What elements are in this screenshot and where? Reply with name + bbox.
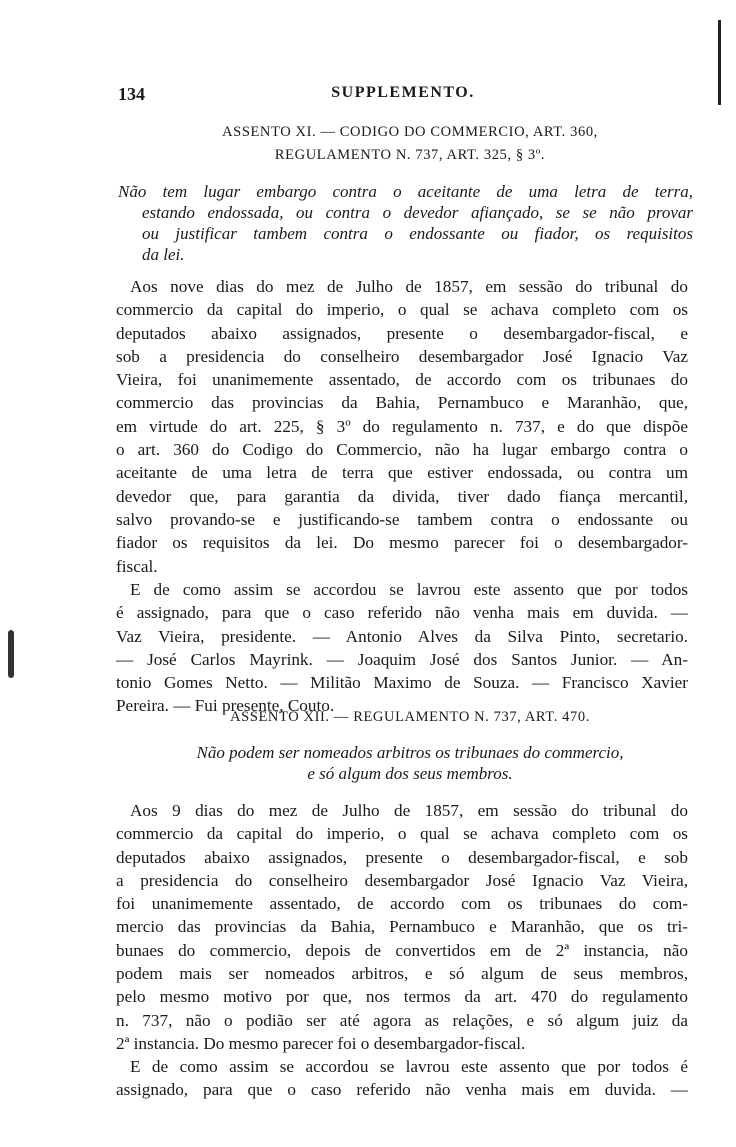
text-line: o art. 360 do Codigo do Commercio, não ha lugar embargo contra o (116, 440, 688, 460)
heading-line: ASSENTO XII. — REGULAMENTO N. 737, ART. 470. (230, 709, 590, 725)
text-line: em virtude do art. 225, § 3º do regulamento n. 737, e do que dispõe (116, 416, 688, 436)
scan-smudge (8, 630, 14, 678)
text-line: Vieira, foi unanimemente assentado, de accordo com os tribunaes do (116, 370, 688, 390)
text-line: n. 737, não o podião ser até agora as relações, e só algum juiz da (116, 1010, 688, 1030)
text-line: fiador os requisitos da lei. Do mesmo parecer foi o desembargador- (116, 533, 688, 553)
heading-line: REGULAMENTO N. 737, ART. 325, § 3º. (274, 147, 546, 163)
text-line: 2ª instancia. Do mesmo parecer foi o desembargador-fiscal. (116, 1033, 526, 1053)
text-line: foi unanimemente assentado, de accordo com os tribunaes do com- (116, 894, 688, 914)
text-line: bunaes do commercio, depois de convertidos em de 2ª instancia, não (116, 940, 688, 960)
text-line: — José Carlos Mayrink. — Joaquim José dos Santos Junior. — An- (116, 649, 688, 669)
assento-xi-paragraph-1 (116, 275, 688, 578)
heading-line: ASSENTO XI. — CODIGO DO COMMERCIO, ART. 360, (222, 124, 598, 140)
text-line: commercio da capital do imperio, o qual se achava completo com os (116, 300, 688, 320)
text-line: assignado, para que o caso referido não venha mais em duvida. — (116, 1080, 688, 1100)
text-line: Aos 9 dias do mez de Julho de 1857, em sessão do tribunal do (130, 801, 688, 820)
text-line: Vaz Vieira, presidente. — Antonio Alves da Silva Pinto, secretario. (116, 626, 688, 646)
assento-xi-paragraph-2 (116, 578, 688, 718)
assento-xii-paragraph-2 (116, 1055, 688, 1102)
text-line: tonio Gomes Netto. — Militão Maximo de Souza. — Francisco Xavier (116, 673, 688, 693)
summary-line: da lei. (142, 245, 185, 264)
text-line: sob a presidencia do conselheiro desembargador José Ignacio Vaz (116, 346, 688, 366)
scan-edge-mark (718, 20, 721, 105)
text-line: fiscal. (116, 556, 158, 576)
running-head: SUPPLEMENTO. (331, 84, 475, 101)
text-line: mercio das provincias da Bahia, Pernambuco e Maranhão, que os tri- (116, 917, 688, 937)
text-line: devedor que, para garantia da divida, tiver dado fiança mercantil, (116, 486, 688, 506)
assento-xii-heading (110, 706, 710, 729)
text-line: podem mais ser nomeados arbitros, e só algum de seus membros, (116, 964, 688, 984)
text-line: a presidencia do conselheiro desembargador José Ignacio Vaz Vieira, (116, 870, 688, 890)
text-line: E de como assim se accordou se lavrou este assento que por todos é (130, 1057, 688, 1076)
text-line: commercio das provincias da Bahia, Pernambuco e Maranhão, que, (116, 393, 688, 413)
text-line: deputados abaixo assignados, presente o desembargador-fiscal, e sob (116, 847, 688, 867)
assento-xi-heading (110, 121, 710, 167)
assento-xii-paragraph-1 (116, 799, 688, 1055)
text-line: pelo mesmo motivo por que, nos termos da art. 470 do regulamento (116, 987, 688, 1007)
text-line: salvo provando-se e justificando-se tambem contra o endossante ou (116, 509, 688, 529)
summary-line: Não podem ser nomeados arbitros os tribunaes do commercio, (196, 743, 624, 762)
summary-line: Não tem lugar embargo contra o aceitante de uma letra de terra, (118, 182, 693, 201)
text-line: Pereira. — Fui presente, Couto. (116, 696, 335, 716)
assento-xi-summary (118, 181, 693, 265)
summary-line: e só algum dos seus membros. (307, 764, 513, 783)
text-line: é assignado, para que o caso referido não venha mais em duvida. — (116, 603, 688, 623)
summary-line: estando endossada, ou contra o devedor afiançado, se se não provar (142, 203, 693, 222)
summary-line: ou justificar tambem contra o endossante ou fiador, os requisitos (142, 224, 693, 243)
page-header (118, 84, 688, 108)
text-line: aceitante de uma letra de terra que estiver endossada, ou contra um (116, 463, 688, 483)
text-line: commercio da capital do imperio, o qual se achava completo com os (116, 824, 688, 844)
text-line: E de como assim se accordou se lavrou este assento que por todos (130, 580, 688, 599)
assento-xii-summary (110, 742, 710, 784)
text-line: Aos nove dias do mez de Julho de 1857, em sessão do tribunal do (130, 277, 688, 296)
text-line: deputados abaixo assignados, presente o desembargador-fiscal, e (116, 323, 688, 343)
page-number: 134 (118, 84, 145, 104)
